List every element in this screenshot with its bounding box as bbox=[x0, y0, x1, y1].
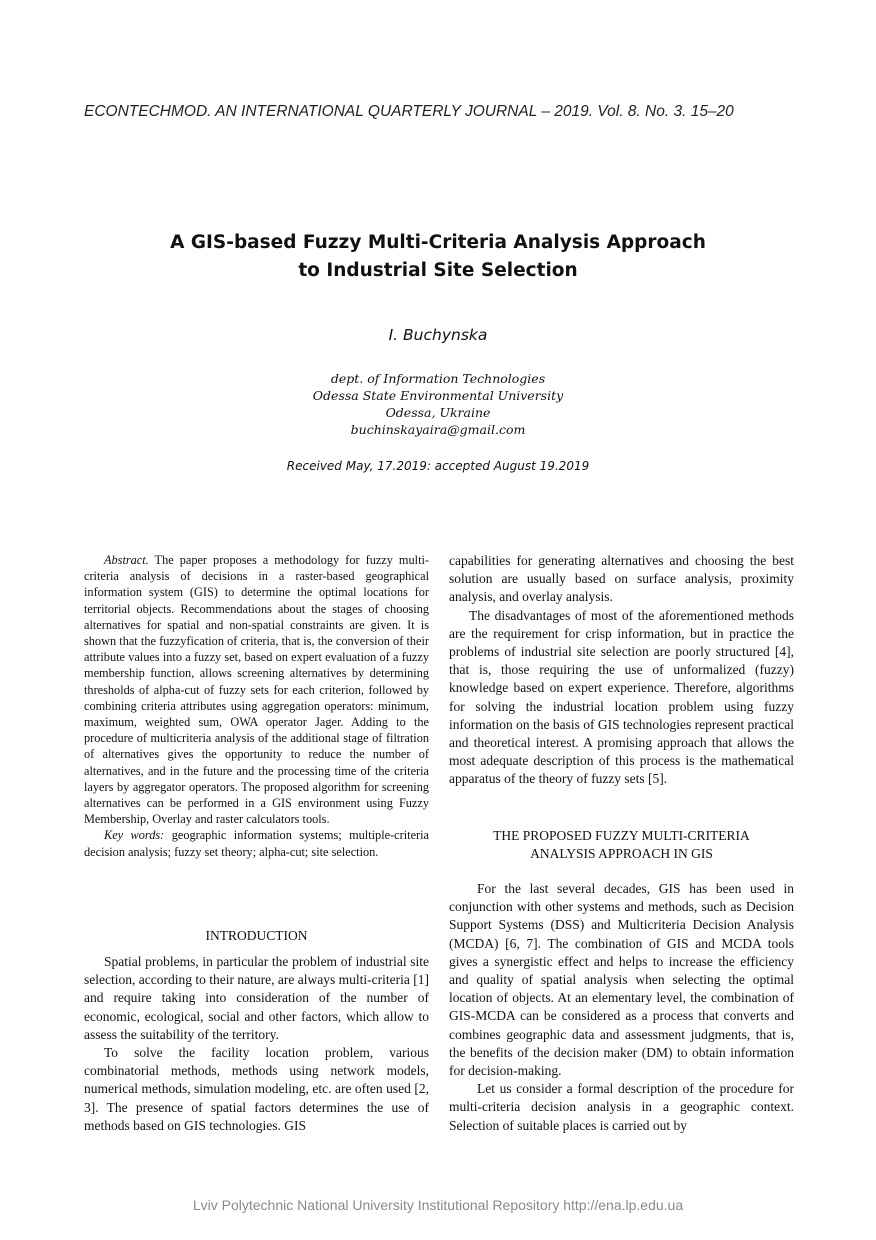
section-heading-line-1: THE PROPOSED FUZZY MULTI-CRITERIA bbox=[493, 828, 750, 843]
paper-title bbox=[88, 229, 788, 285]
right-paragraph-4: Let us consider a formal description of the procedure for multi-criteria decision analysis in a geographic context. Selection of suitable places is carried out by bbox=[449, 1081, 794, 1133]
section-heading-proposed-approach bbox=[449, 827, 794, 863]
right-paragraph-3: For the last several decades, GIS has been used in conjunction with other systems and methods, such as Decision Support Systems (DSS) and Multicriteria Decision Analysis (MCDA) [6, 7]. The combination of GIS and MCDA tools gives a synergistic effect and helps to increase the efficiency and quality of spatial analysis when selecting the optimal location of objects. At an elementary level, the combination of GIS-MCDA can be considered as a process that converts and combines geographic data and assessment judgments, that is, the benefits of the decision maker (DM) to obtain information for decision-making. bbox=[449, 881, 794, 1079]
abstract-section bbox=[84, 552, 429, 860]
abstract-label: Abstract. bbox=[104, 553, 149, 567]
author-affiliation bbox=[88, 370, 788, 438]
introduction-paragraph-2: To solve the facility location problem, various combinatorial methods, methods using network models, numerical methods, simulation modeling, etc. are often used [2, 3]. The presence of spatial factors determines the use of methods based on GIS technologies. GIS bbox=[84, 1045, 429, 1133]
right-column-bottom bbox=[449, 880, 794, 1135]
affiliation-location: Odessa, Ukraine bbox=[385, 405, 491, 420]
author-name: I. Buchynska bbox=[388, 326, 488, 344]
introduction-paragraph-1: Spatial problems, in particular the problem of industrial site selection, according to their nature, are always multi-criteria [1] and require taking into consideration of the number of economic, ecological, social and other factors, which allow to assess the suitability of the territory. bbox=[84, 954, 429, 1042]
right-paragraph-1: capabilities for generating alternatives and choosing the best solution are usually based on surface analysis, proximity analysis, and overlay analysis. bbox=[449, 553, 794, 605]
right-paragraph-2: The disadvantages of most of the aforementioned methods are the requirement for crisp information, but in practice the problems of industrial site selection are poorly structured [4], that is, those requiring the use of unformalized (fuzzy) knowledge based on expert experience. Therefore, algorithms for solving the industrial location problem using fuzzy information on the basis of GIS technologies represent practical and theoretical interest. A promising approach that allows the most adequate description of this process is the mathematical apparatus of the theory of fuzzy sets [5]. bbox=[449, 607, 794, 787]
introduction-heading: INTRODUCTION bbox=[205, 928, 308, 943]
title-line-1: A GIS-based Fuzzy Multi-Criteria Analysis Approach bbox=[170, 232, 706, 253]
keywords-paragraph bbox=[84, 827, 429, 859]
journal-header: ECONTECHMOD. AN INTERNATIONAL QUARTERLY JOURNAL – 2019. Vol. 8. No. 3. 15–20 bbox=[84, 103, 734, 120]
abstract-paragraph bbox=[84, 552, 429, 827]
introduction-section bbox=[84, 953, 429, 1135]
keywords-text: geographic information systems; multiple-criteria decision analysis; fuzzy set theory; alpha-cut; site selection. bbox=[84, 828, 429, 859]
affiliation-email: buchinskayaira@gmail.com bbox=[350, 422, 526, 437]
affiliation-university: Odessa State Environmental University bbox=[312, 388, 564, 403]
section-heading-line-2: ANALYSIS APPROACH IN GIS bbox=[530, 846, 713, 861]
received-date: Received May, 17.2019: accepted August 19.2019 bbox=[286, 459, 590, 473]
repository-footer: Lviv Polytechnic National University Institutional Repository http://ena.lp.edu.ua bbox=[192, 1197, 684, 1213]
right-column-top bbox=[449, 552, 794, 789]
abstract-text: The paper proposes a methodology for fuzzy multi-criteria analysis of decisions in a raster-based geographical information system (GIS) to determine the optimal locations for territorial objects. Recommendations about the stages of choosing alternatives for spatial and non-spatial constraints are given. It is shown that the fuzzyfication of criteria, that is, the conversion of their attribute values into a fuzzy set, based on expert evaluation of a fuzzy membership function, allows screening alternatives by determining thresholds of alpha-cut of fuzzy sets for each criterion, followed by combining criteria attributes using aggregation operators: minimum, maximum, weighted sum, OWA operator Jager. Adding to the procedure of multicriteria analysis of the additional stage of filtration of alternatives gives the opportunity to reduce the number of alternatives, and in the future and the processing time of the criteria layers by aggregator operators. The proposed algorithm for screening alternatives can be performed in a GIS environment using Fuzzy Membership, Overlay and raster calculators tools. bbox=[84, 553, 429, 827]
affiliation-dept: dept. of Information Technologies bbox=[330, 371, 546, 386]
title-line-2: to Industrial Site Selection bbox=[298, 260, 578, 281]
keywords-label: Key words: bbox=[104, 828, 165, 843]
